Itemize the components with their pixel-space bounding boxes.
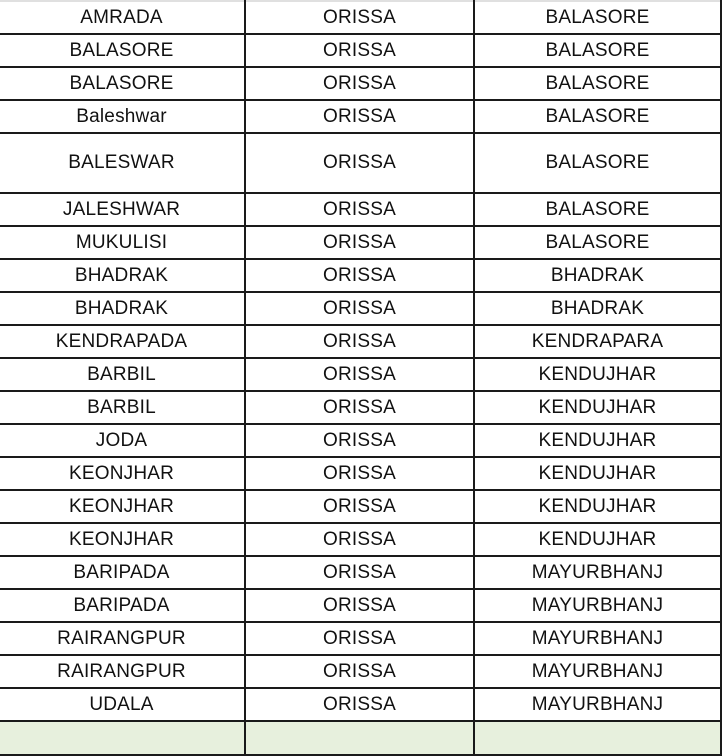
table-row — [0, 622, 721, 655]
district-cell[interactable]: BALASORE — [474, 1, 721, 34]
city-cell[interactable]: AMRADA — [0, 1, 245, 34]
state-cell[interactable]: ORISSA — [245, 490, 474, 523]
state-cell[interactable]: ORISSA — [245, 589, 474, 622]
district-cell[interactable]: BALASORE — [474, 100, 721, 133]
state-cell[interactable]: ORISSA — [245, 622, 474, 655]
state-cell[interactable]: ORISSA — [245, 226, 474, 259]
district-cell[interactable]: KENDRAPARA — [474, 325, 721, 358]
city-cell[interactable]: BALESWAR — [0, 133, 245, 193]
state-cell[interactable]: ORISSA — [245, 391, 474, 424]
city-cell[interactable]: BHADRAK — [0, 292, 245, 325]
city-cell[interactable]: BARBIL — [0, 391, 245, 424]
table-row — [0, 100, 721, 133]
state-cell[interactable]: ORISSA — [245, 457, 474, 490]
table-row — [0, 655, 721, 688]
city-cell[interactable]: RAIRANGPUR — [0, 622, 245, 655]
table-row — [0, 523, 721, 556]
state-cell[interactable]: ORISSA — [245, 523, 474, 556]
district-cell[interactable]: BALASORE — [474, 67, 721, 100]
district-cell[interactable]: MAYURBHANJ — [474, 556, 721, 589]
empty-cell[interactable] — [474, 721, 721, 755]
state-cell[interactable]: ORISSA — [245, 1, 474, 34]
state-cell[interactable]: ORISSA — [245, 556, 474, 589]
table-row — [0, 556, 721, 589]
table-row — [0, 193, 721, 226]
state-cell[interactable]: ORISSA — [245, 100, 474, 133]
district-cell[interactable]: MAYURBHANJ — [474, 655, 721, 688]
district-cell[interactable]: BALASORE — [474, 226, 721, 259]
city-cell[interactable]: BARBIL — [0, 358, 245, 391]
table-row — [0, 67, 721, 100]
empty-cell[interactable] — [0, 721, 245, 755]
state-cell[interactable]: ORISSA — [245, 67, 474, 100]
city-cell[interactable]: BHADRAK — [0, 259, 245, 292]
district-cell[interactable]: KENDUJHAR — [474, 457, 721, 490]
table-row — [0, 133, 721, 193]
city-cell[interactable]: RAIRANGPUR — [0, 655, 245, 688]
city-cell[interactable]: UDALA — [0, 688, 245, 721]
city-cell[interactable]: KEONJHAR — [0, 523, 245, 556]
state-cell[interactable]: ORISSA — [245, 358, 474, 391]
table-row — [0, 34, 721, 67]
city-cell[interactable]: BARIPADA — [0, 556, 245, 589]
state-cell[interactable]: ORISSA — [245, 34, 474, 67]
district-cell[interactable]: MAYURBHANJ — [474, 622, 721, 655]
district-cell[interactable]: KENDUJHAR — [474, 424, 721, 457]
table-row — [0, 490, 721, 523]
district-cell[interactable]: KENDUJHAR — [474, 490, 721, 523]
state-cell[interactable]: ORISSA — [245, 325, 474, 358]
city-cell[interactable]: MUKULISI — [0, 226, 245, 259]
city-cell[interactable]: KEONJHAR — [0, 457, 245, 490]
table-row — [0, 457, 721, 490]
city-cell[interactable]: JODA — [0, 424, 245, 457]
district-cell[interactable]: BALASORE — [474, 34, 721, 67]
table-row — [0, 325, 721, 358]
city-cell[interactable]: KEONJHAR — [0, 490, 245, 523]
city-cell[interactable]: BARIPADA — [0, 589, 245, 622]
district-cell[interactable]: BALASORE — [474, 193, 721, 226]
city-cell[interactable]: JALESHWAR — [0, 193, 245, 226]
district-cell[interactable]: KENDUJHAR — [474, 358, 721, 391]
district-cell[interactable]: BHADRAK — [474, 292, 721, 325]
state-cell[interactable]: ORISSA — [245, 655, 474, 688]
district-cell[interactable]: BHADRAK — [474, 259, 721, 292]
state-cell[interactable]: ORISSA — [245, 688, 474, 721]
empty-cell[interactable] — [245, 721, 474, 755]
empty-footer-row — [0, 721, 721, 755]
city-cell[interactable]: Baleshwar — [0, 100, 245, 133]
state-cell[interactable]: ORISSA — [245, 259, 474, 292]
district-cell[interactable]: KENDUJHAR — [474, 523, 721, 556]
city-cell[interactable]: BALASORE — [0, 67, 245, 100]
table-row — [0, 1, 721, 34]
state-cell[interactable]: ORISSA — [245, 424, 474, 457]
table-row — [0, 259, 721, 292]
table-row — [0, 589, 721, 622]
district-cell[interactable]: MAYURBHANJ — [474, 688, 721, 721]
table-row — [0, 292, 721, 325]
district-cell[interactable]: KENDUJHAR — [474, 391, 721, 424]
table-row — [0, 226, 721, 259]
district-cell[interactable]: BALASORE — [474, 133, 721, 193]
state-cell[interactable]: ORISSA — [245, 133, 474, 193]
city-cell[interactable]: KENDRAPADA — [0, 325, 245, 358]
table-row — [0, 424, 721, 457]
table-body — [0, 1, 721, 755]
table-row — [0, 358, 721, 391]
state-cell[interactable]: ORISSA — [245, 292, 474, 325]
state-cell[interactable]: ORISSA — [245, 193, 474, 226]
district-cell[interactable]: MAYURBHANJ — [474, 589, 721, 622]
table-row — [0, 688, 721, 721]
city-cell[interactable]: BALASORE — [0, 34, 245, 67]
table-row — [0, 391, 721, 424]
